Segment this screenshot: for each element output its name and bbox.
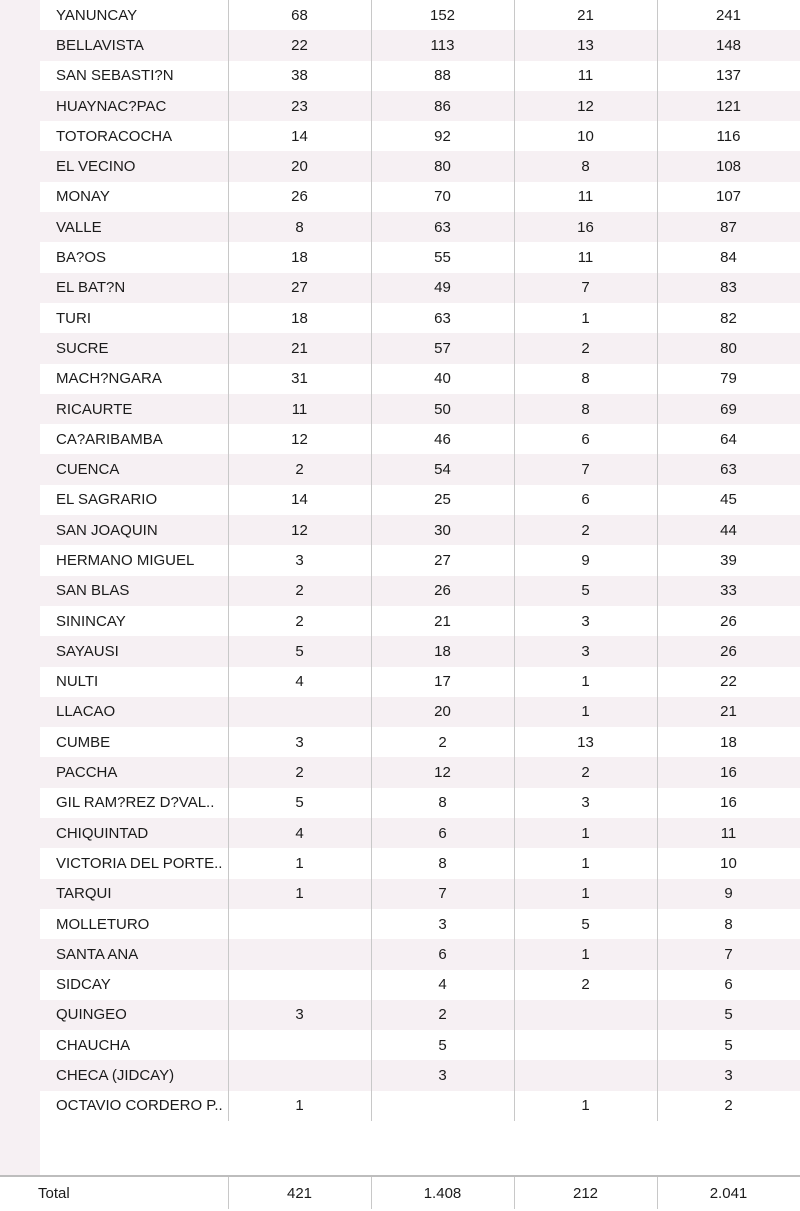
row-name-cell: NULTI	[40, 667, 228, 697]
row-name-cell: CHECA (JIDCAY)	[40, 1060, 228, 1090]
row-col3-cell: 11	[514, 242, 657, 272]
row-col2-cell: 3	[371, 909, 514, 939]
row-col1-cell: 26	[228, 182, 371, 212]
row-col1-cell: 2	[228, 606, 371, 636]
row-col2-cell: 88	[371, 61, 514, 91]
row-col3-cell: 7	[514, 454, 657, 484]
row-col4-cell: 7	[657, 939, 800, 969]
row-col1-cell: 2	[228, 454, 371, 484]
row-col2-cell: 8	[371, 788, 514, 818]
row-name-cell: MOLLETURO	[40, 909, 228, 939]
row-col1-cell: 3	[228, 727, 371, 757]
row-col4-cell: 9	[657, 879, 800, 909]
row-col2-cell: 17	[371, 667, 514, 697]
row-col4-cell: 5	[657, 1000, 800, 1030]
row-col3-cell: 2	[514, 515, 657, 545]
row-col1-cell: 3	[228, 1000, 371, 1030]
row-name-cell: YANUNCAY	[40, 0, 228, 30]
row-col1-cell	[228, 1060, 371, 1090]
row-col4-cell: 16	[657, 757, 800, 787]
row-name-cell: MONAY	[40, 182, 228, 212]
table-row[interactable]	[40, 424, 800, 454]
row-col2-cell: 30	[371, 515, 514, 545]
total-label: Total	[38, 1184, 70, 1202]
row-col3-cell: 2	[514, 970, 657, 1000]
table-row[interactable]	[40, 1000, 800, 1030]
row-col4-cell: 108	[657, 151, 800, 181]
row-col3-cell: 8	[514, 364, 657, 394]
row-col1-cell: 38	[228, 61, 371, 91]
row-col4-cell: 22	[657, 667, 800, 697]
row-col2-cell: 86	[371, 91, 514, 121]
row-col3-cell: 9	[514, 545, 657, 575]
row-col2-cell: 12	[371, 757, 514, 787]
row-col3-cell	[514, 1000, 657, 1030]
table-row[interactable]	[40, 879, 800, 909]
row-col3-cell: 13	[514, 30, 657, 60]
row-name-cell: CHAUCHA	[40, 1030, 228, 1060]
table-row[interactable]	[40, 545, 800, 575]
table-row[interactable]	[40, 454, 800, 484]
row-col3-cell	[514, 1030, 657, 1060]
row-col3-cell: 5	[514, 909, 657, 939]
row-name-cell: CUMBE	[40, 727, 228, 757]
row-col2-cell: 113	[371, 30, 514, 60]
row-col2-cell: 152	[371, 0, 514, 30]
row-col1-cell: 12	[228, 515, 371, 545]
row-col4-cell: 5	[657, 1030, 800, 1060]
row-col4-cell: 79	[657, 364, 800, 394]
row-col3-cell: 1	[514, 303, 657, 333]
row-col4-cell: 241	[657, 0, 800, 30]
row-col2-cell: 2	[371, 727, 514, 757]
row-col1-cell: 27	[228, 273, 371, 303]
row-col1-cell	[228, 909, 371, 939]
table-row[interactable]	[40, 91, 800, 121]
row-col4-cell: 107	[657, 182, 800, 212]
table-row[interactable]	[40, 727, 800, 757]
row-col1-cell: 3	[228, 545, 371, 575]
table-row[interactable]	[40, 909, 800, 939]
row-name-cell: SAYAUSI	[40, 636, 228, 666]
row-col3-cell: 3	[514, 606, 657, 636]
row-col4-cell: 10	[657, 848, 800, 878]
row-col3-cell: 16	[514, 212, 657, 242]
row-col3-cell: 2	[514, 333, 657, 363]
row-name-cell: LLACAO	[40, 697, 228, 727]
row-col3-cell: 1	[514, 939, 657, 969]
row-col1-cell: 2	[228, 576, 371, 606]
row-col4-cell: 87	[657, 212, 800, 242]
row-col3-cell: 11	[514, 61, 657, 91]
table-row[interactable]	[40, 970, 800, 1000]
table-row[interactable]	[40, 788, 800, 818]
row-col3-cell: 3	[514, 788, 657, 818]
table-row[interactable]	[40, 576, 800, 606]
row-name-cell: VALLE	[40, 212, 228, 242]
row-col3-cell: 3	[514, 636, 657, 666]
row-col4-cell: 137	[657, 61, 800, 91]
row-col1-cell: 4	[228, 667, 371, 697]
row-col4-cell: 26	[657, 606, 800, 636]
row-col4-cell: 2	[657, 1091, 800, 1121]
row-col1-cell: 11	[228, 394, 371, 424]
row-col1-cell: 1	[228, 1091, 371, 1121]
row-name-cell: EL VECINO	[40, 151, 228, 181]
row-name-cell: EL SAGRARIO	[40, 485, 228, 515]
table-row[interactable]	[40, 636, 800, 666]
row-col2-cell: 18	[371, 636, 514, 666]
row-col3-cell: 8	[514, 394, 657, 424]
row-col2-cell: 40	[371, 364, 514, 394]
row-col4-cell: 83	[657, 273, 800, 303]
table-row[interactable]	[40, 515, 800, 545]
row-col1-cell: 14	[228, 485, 371, 515]
row-col3-cell: 8	[514, 151, 657, 181]
table-row[interactable]	[40, 121, 800, 151]
row-col1-cell	[228, 939, 371, 969]
row-col4-cell: 63	[657, 454, 800, 484]
row-col2-cell: 55	[371, 242, 514, 272]
row-col4-cell: 69	[657, 394, 800, 424]
left-margin-strip	[0, 0, 40, 1209]
table-row[interactable]	[40, 606, 800, 636]
row-col2-cell: 63	[371, 303, 514, 333]
row-name-cell: QUINGEO	[40, 1000, 228, 1030]
table-body	[40, 0, 800, 1121]
row-col1-cell: 20	[228, 151, 371, 181]
row-name-cell: OCTAVIO CORDERO P..	[40, 1091, 228, 1121]
row-col4-cell: 16	[657, 788, 800, 818]
row-col2-cell: 46	[371, 424, 514, 454]
row-name-cell: HUAYNAC?PAC	[40, 91, 228, 121]
row-col3-cell: 1	[514, 1091, 657, 1121]
row-name-cell: MACH?NGARA	[40, 364, 228, 394]
row-col3-cell: 1	[514, 848, 657, 878]
row-name-cell: RICAURTE	[40, 394, 228, 424]
row-col3-cell: 7	[514, 273, 657, 303]
row-col1-cell: 5	[228, 636, 371, 666]
total-row	[0, 1175, 800, 1211]
row-col4-cell: 44	[657, 515, 800, 545]
table-row[interactable]	[40, 485, 800, 515]
row-col2-cell: 80	[371, 151, 514, 181]
row-col4-cell: 45	[657, 485, 800, 515]
table-row[interactable]	[40, 303, 800, 333]
row-name-cell: SAN SEBASTI?N	[40, 61, 228, 91]
row-col3-cell: 6	[514, 424, 657, 454]
table-row[interactable]	[40, 182, 800, 212]
row-col4-cell: 148	[657, 30, 800, 60]
table-row[interactable]	[40, 1030, 800, 1060]
table-row[interactable]	[40, 818, 800, 848]
row-name-cell: SAN BLAS	[40, 576, 228, 606]
row-col2-cell: 25	[371, 485, 514, 515]
row-col4-cell: 21	[657, 697, 800, 727]
row-col4-cell: 26	[657, 636, 800, 666]
row-col4-cell: 82	[657, 303, 800, 333]
row-col2-cell: 92	[371, 121, 514, 151]
row-col2-cell: 27	[371, 545, 514, 575]
row-name-cell: CHIQUINTAD	[40, 818, 228, 848]
row-name-cell: BELLAVISTA	[40, 30, 228, 60]
row-name-cell: SANTA ANA	[40, 939, 228, 969]
row-col2-cell: 2	[371, 1000, 514, 1030]
row-col4-cell: 33	[657, 576, 800, 606]
row-col1-cell: 23	[228, 91, 371, 121]
row-name-cell: SIDCAY	[40, 970, 228, 1000]
row-col3-cell: 2	[514, 757, 657, 787]
row-col2-cell: 7	[371, 879, 514, 909]
row-name-cell: SAN JOAQUIN	[40, 515, 228, 545]
row-name-cell: EL BAT?N	[40, 273, 228, 303]
row-col1-cell: 1	[228, 848, 371, 878]
row-col4-cell: 121	[657, 91, 800, 121]
row-col2-cell: 6	[371, 939, 514, 969]
row-col4-cell: 3	[657, 1060, 800, 1090]
row-name-cell: TURI	[40, 303, 228, 333]
row-col1-cell: 12	[228, 424, 371, 454]
row-name-cell: GIL RAM?REZ D?VAL..	[40, 788, 228, 818]
row-col4-cell: 39	[657, 545, 800, 575]
row-col2-cell: 50	[371, 394, 514, 424]
row-col2-cell: 8	[371, 848, 514, 878]
row-col3-cell: 12	[514, 91, 657, 121]
row-col1-cell: 4	[228, 818, 371, 848]
row-col4-cell: 6	[657, 970, 800, 1000]
parish-table	[40, 0, 800, 1121]
total-col4: 2.041	[657, 1177, 800, 1209]
row-col3-cell: 6	[514, 485, 657, 515]
row-col2-cell: 26	[371, 576, 514, 606]
table-row[interactable]	[40, 848, 800, 878]
total-col2: 1.408	[371, 1177, 514, 1209]
row-col3-cell: 1	[514, 667, 657, 697]
row-col2-cell: 49	[371, 273, 514, 303]
row-name-cell: TARQUI	[40, 879, 228, 909]
row-col1-cell: 31	[228, 364, 371, 394]
row-col3-cell: 21	[514, 0, 657, 30]
table-row[interactable]	[40, 394, 800, 424]
row-col1-cell: 18	[228, 303, 371, 333]
row-name-cell: CA?ARIBAMBA	[40, 424, 228, 454]
row-col2-cell: 4	[371, 970, 514, 1000]
table-row[interactable]	[40, 1060, 800, 1090]
row-col1-cell: 22	[228, 30, 371, 60]
row-col2-cell: 5	[371, 1030, 514, 1060]
row-name-cell: PACCHA	[40, 757, 228, 787]
row-col3-cell: 10	[514, 121, 657, 151]
row-name-cell: SININCAY	[40, 606, 228, 636]
row-name-cell: BA?OS	[40, 242, 228, 272]
row-col4-cell: 11	[657, 818, 800, 848]
row-col3-cell: 1	[514, 879, 657, 909]
row-col4-cell: 18	[657, 727, 800, 757]
table-row[interactable]	[40, 242, 800, 272]
row-col3-cell: 5	[514, 576, 657, 606]
total-col1: 421	[228, 1177, 371, 1209]
row-col3-cell: 1	[514, 697, 657, 727]
table-row[interactable]	[40, 757, 800, 787]
row-col2-cell: 6	[371, 818, 514, 848]
row-col2-cell: 3	[371, 1060, 514, 1090]
row-col3-cell: 11	[514, 182, 657, 212]
row-name-cell: SUCRE	[40, 333, 228, 363]
row-col2-cell: 70	[371, 182, 514, 212]
table-row[interactable]	[40, 61, 800, 91]
row-col1-cell: 14	[228, 121, 371, 151]
row-col3-cell	[514, 1060, 657, 1090]
table-row[interactable]	[40, 212, 800, 242]
row-col4-cell: 64	[657, 424, 800, 454]
row-col2-cell: 54	[371, 454, 514, 484]
table-row[interactable]	[40, 273, 800, 303]
row-col2-cell: 20	[371, 697, 514, 727]
row-col1-cell: 21	[228, 333, 371, 363]
row-name-cell: VICTORIA DEL PORTE..	[40, 848, 228, 878]
row-col2-cell	[371, 1091, 514, 1121]
row-col3-cell: 1	[514, 818, 657, 848]
row-col4-cell: 80	[657, 333, 800, 363]
table-row[interactable]	[40, 30, 800, 60]
table-row[interactable]	[40, 939, 800, 969]
row-col2-cell: 21	[371, 606, 514, 636]
row-col3-cell: 13	[514, 727, 657, 757]
row-col4-cell: 8	[657, 909, 800, 939]
row-col4-cell: 84	[657, 242, 800, 272]
row-col2-cell: 57	[371, 333, 514, 363]
table-row[interactable]	[40, 1091, 800, 1121]
table-row[interactable]	[40, 333, 800, 363]
row-col1-cell	[228, 970, 371, 1000]
total-col3: 212	[514, 1177, 657, 1209]
row-col1-cell: 8	[228, 212, 371, 242]
row-name-cell: HERMANO MIGUEL	[40, 545, 228, 575]
row-col1-cell	[228, 1030, 371, 1060]
table-row[interactable]	[40, 151, 800, 181]
row-col1-cell: 2	[228, 757, 371, 787]
row-name-cell: CUENCA	[40, 454, 228, 484]
table-row[interactable]	[40, 697, 800, 727]
row-name-cell: TOTORACOCHA	[40, 121, 228, 151]
row-col1-cell	[228, 697, 371, 727]
row-col4-cell: 116	[657, 121, 800, 151]
row-col1-cell: 1	[228, 879, 371, 909]
row-col1-cell: 18	[228, 242, 371, 272]
row-col1-cell: 5	[228, 788, 371, 818]
table-row[interactable]	[40, 364, 800, 394]
table-row[interactable]	[40, 667, 800, 697]
row-col1-cell: 68	[228, 0, 371, 30]
table-row[interactable]	[40, 0, 800, 30]
row-col2-cell: 63	[371, 212, 514, 242]
